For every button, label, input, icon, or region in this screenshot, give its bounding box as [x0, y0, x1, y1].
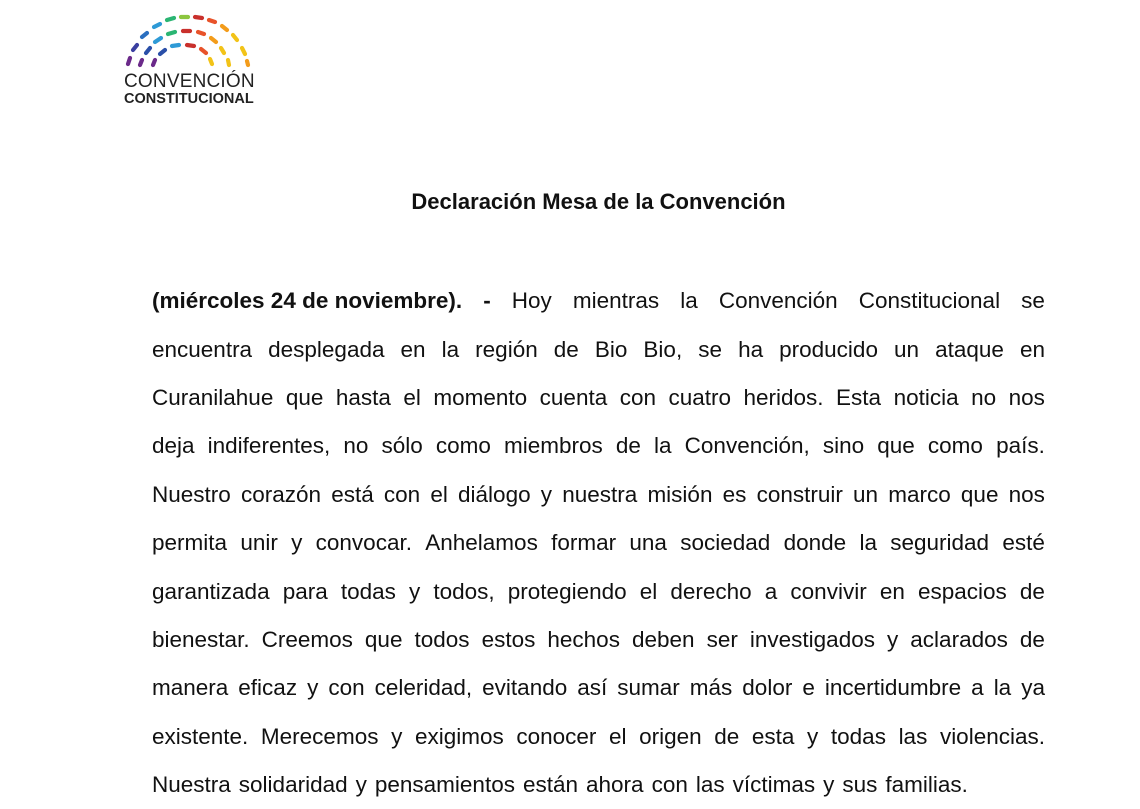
body-word: no: [343, 433, 369, 459]
body-word: origen: [639, 723, 702, 749]
body-word: deben: [631, 626, 695, 652]
body-word: Nuestra: [152, 772, 231, 798]
body-word: protegiendo: [507, 578, 627, 604]
body-word: cuatro: [668, 384, 732, 410]
body-line-1: [152, 277, 1045, 325]
body-word: nos: [1008, 384, 1045, 410]
body-word: víctimas: [732, 772, 816, 798]
body-word: violencias.: [939, 723, 1045, 749]
body-line-10: [152, 713, 1045, 761]
body-word: y: [355, 772, 367, 798]
document-body: [152, 277, 1045, 809]
body-word: de: [553, 336, 579, 362]
body-word: cuenta: [539, 384, 608, 410]
body-word: Constitucional: [858, 288, 1001, 314]
body-word: la: [993, 675, 1012, 701]
body-word: hasta: [335, 384, 391, 410]
body-word: celeridad,: [374, 675, 473, 701]
body-word: todas: [830, 723, 886, 749]
body-word: región: [475, 336, 538, 362]
body-word: seguridad: [890, 530, 990, 556]
body-word: que: [877, 433, 915, 459]
body-line-8: [152, 616, 1045, 664]
body-word: Creemos: [261, 626, 353, 652]
body-word: dolor: [742, 675, 793, 701]
body-word: Bio: [594, 336, 628, 362]
body-word: ya: [1021, 675, 1045, 701]
body-line-2: [152, 325, 1045, 373]
body-line-7: [152, 567, 1045, 615]
body-word: se: [1021, 288, 1045, 314]
body-word: Bio,: [643, 336, 683, 362]
body-word: Merecemos: [260, 723, 379, 749]
body-word: en: [1019, 336, 1045, 362]
body-word: está: [331, 481, 374, 507]
body-word: espacios: [917, 578, 1007, 604]
body-word: miembros: [504, 433, 603, 459]
body-word: sumar: [617, 675, 680, 701]
body-word: esté: [1002, 530, 1045, 556]
body-word: ataque: [935, 336, 1004, 362]
body-word: ser: [706, 626, 738, 652]
body-word: corazón: [240, 481, 322, 507]
body-line-5: [152, 471, 1045, 519]
body-word: misión: [647, 481, 713, 507]
body-line-6: [152, 519, 1045, 567]
body-word: donde: [783, 530, 847, 556]
body-word: un: [853, 481, 879, 507]
logo-wordmark-line2: CONSTITUCIONAL: [124, 91, 254, 107]
body-word: investigados: [749, 626, 875, 652]
lead-dash: -: [483, 288, 491, 314]
body-word: con: [651, 772, 688, 798]
body-word: sociedad: [680, 530, 771, 556]
body-word: convivir: [790, 578, 867, 604]
body-word: es: [722, 481, 747, 507]
body-word: noticia: [893, 384, 959, 410]
body-word: en: [879, 578, 905, 604]
body-word: en: [400, 336, 426, 362]
body-word: producido: [779, 336, 878, 362]
body-word: un: [894, 336, 920, 362]
body-word: las: [898, 723, 928, 749]
body-word: construir: [756, 481, 843, 507]
body-word: todos: [414, 626, 470, 652]
body-word: más: [689, 675, 733, 701]
body-word: las: [695, 772, 725, 798]
body-word: y: [887, 626, 899, 652]
body-word: de: [714, 723, 740, 749]
body-word: la: [441, 336, 460, 362]
body-word: estos: [481, 626, 536, 652]
body-word: marco: [888, 481, 951, 507]
body-word: indiferentes,: [207, 433, 331, 459]
body-word: como: [927, 433, 983, 459]
body-word: se: [698, 336, 723, 362]
body-word: el: [639, 578, 658, 604]
body-word: evitando: [482, 675, 568, 701]
body-word: permita: [152, 530, 228, 556]
body-word: aclarados: [910, 626, 1008, 652]
body-word: formar: [551, 530, 617, 556]
body-line-11: [152, 761, 1045, 809]
body-word: no: [971, 384, 997, 410]
logo-wordmark-line1: CONVENCIÓN: [124, 71, 255, 92]
body-word: incertidumbre: [824, 675, 962, 701]
body-word: con: [383, 481, 421, 507]
body-word: conocer: [516, 723, 597, 749]
body-line-4: [152, 422, 1045, 470]
body-word: eficaz: [238, 675, 298, 701]
body-word: heridos.: [743, 384, 824, 410]
body-word: desplegada: [268, 336, 385, 362]
body-word: Convención,: [684, 433, 810, 459]
body-word: pensamientos: [374, 772, 515, 798]
body-word: la: [859, 530, 877, 556]
body-word: hechos: [547, 626, 620, 652]
body-word: a: [764, 578, 778, 604]
body-word: y: [823, 772, 835, 798]
body-word: ahora: [586, 772, 644, 798]
body-word: mientras: [572, 288, 660, 314]
body-word: Nuestro: [152, 481, 231, 507]
body-word: así: [577, 675, 608, 701]
body-line-9: [152, 664, 1045, 712]
body-word: para: [282, 578, 328, 604]
body-word: Anhelamos: [425, 530, 538, 556]
body-word: encuentra: [152, 336, 253, 362]
body-word: familias.: [885, 772, 968, 798]
body-word: sino: [822, 433, 865, 459]
body-word: y: [391, 723, 403, 749]
body-word: Esta: [836, 384, 882, 410]
body-word: sólo: [381, 433, 423, 459]
body-word: la: [654, 433, 672, 459]
body-word: de: [615, 433, 641, 459]
body-word: solidaridad: [238, 772, 348, 798]
body-word: diálogo: [458, 481, 531, 507]
body-word: garantizada: [152, 578, 270, 604]
body-word: país.: [996, 433, 1045, 459]
body-word: manera: [152, 675, 229, 701]
body-word: ha: [738, 336, 764, 362]
body-word: e: [802, 675, 815, 701]
body-word: esta: [751, 723, 795, 749]
body-word: momento: [433, 384, 528, 410]
body-word: de: [1019, 578, 1045, 604]
body-word: nuestra: [562, 481, 638, 507]
body-word: Hoy: [511, 288, 552, 314]
body-word: y: [409, 578, 421, 604]
body-word: todos,: [433, 578, 495, 604]
body-word: que: [285, 384, 324, 410]
body-word: todas: [340, 578, 396, 604]
body-word: unir: [240, 530, 278, 556]
body-word: la: [680, 288, 698, 314]
body-word: y: [307, 675, 319, 701]
body-word: Convención: [718, 288, 838, 314]
body-word: convocar.: [315, 530, 412, 556]
body-word: con: [619, 384, 656, 410]
body-word: nos: [1008, 481, 1045, 507]
body-word: deja: [152, 433, 195, 459]
body-word: exigimos: [414, 723, 504, 749]
body-word: que: [960, 481, 999, 507]
body-word: de: [1019, 626, 1045, 652]
body-line-3: [152, 374, 1045, 422]
body-word: y: [807, 723, 819, 749]
body-word: el: [403, 384, 421, 410]
convencion-logo: [120, 12, 260, 112]
body-word: con: [328, 675, 365, 701]
body-word: Curanilahue: [152, 384, 274, 410]
body-word: que: [364, 626, 403, 652]
body-word: como: [435, 433, 491, 459]
body-word: existente.: [152, 723, 249, 749]
body-word: a: [971, 675, 984, 701]
body-word: el: [608, 723, 627, 749]
body-word: y: [540, 481, 553, 507]
body-word: el: [430, 481, 448, 507]
body-word: una: [629, 530, 667, 556]
body-word: sus: [842, 772, 878, 798]
arc-dots-emblem: [120, 12, 260, 74]
lead-date: (miércoles 24 de noviembre).: [152, 288, 463, 314]
body-word: y: [291, 530, 303, 556]
body-word: derecho: [670, 578, 752, 604]
body-word: están: [522, 772, 579, 798]
body-word: bienestar.: [152, 626, 250, 652]
document-title: Declaración Mesa de la Convención: [411, 189, 786, 214]
